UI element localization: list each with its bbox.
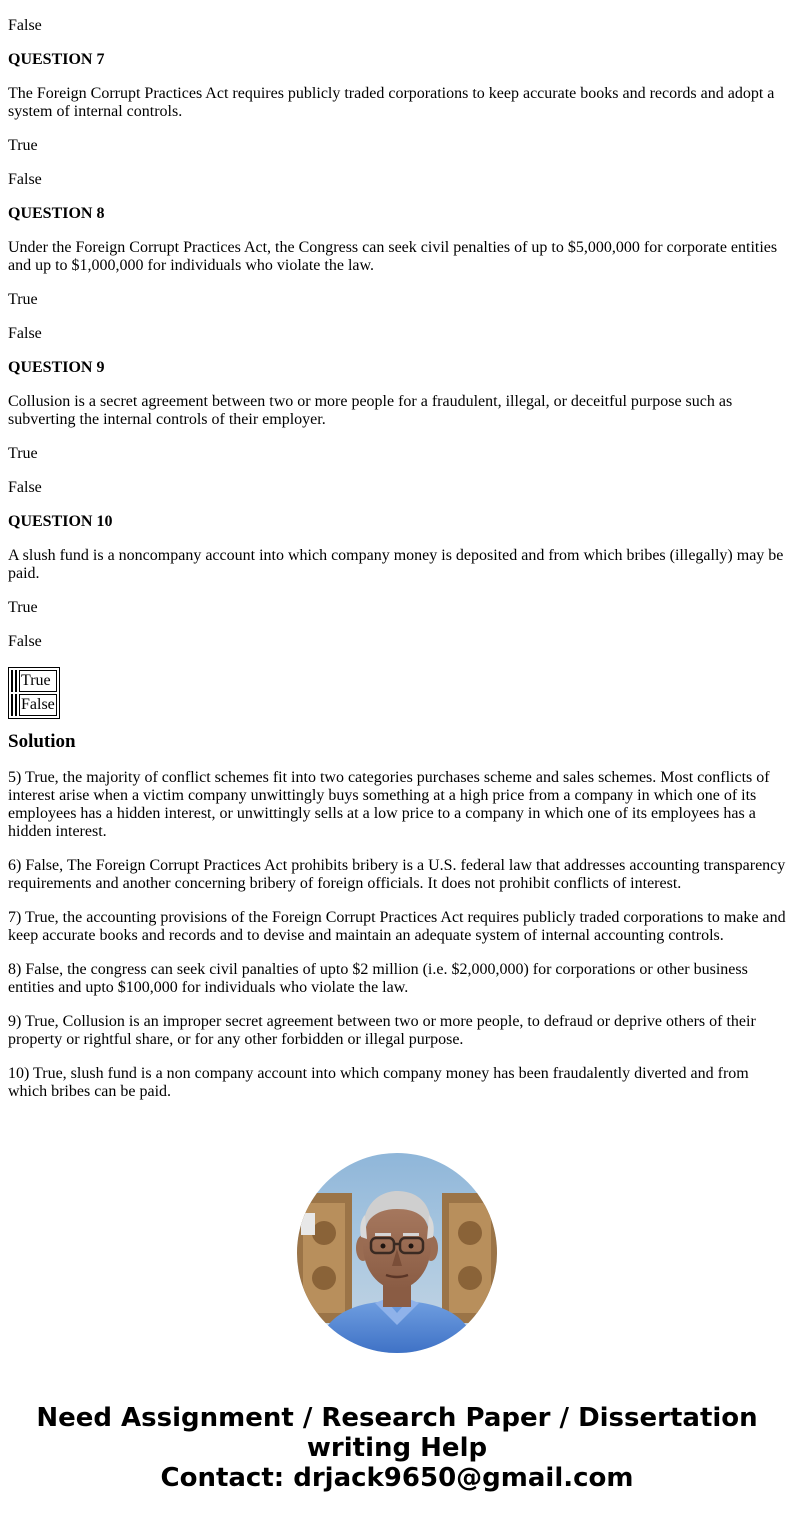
option-true: True — [8, 137, 38, 154]
solution-answer-6: 6) False, The Foreign Corrupt Practices Act prohibits bribery is a U.S. federal law that addresses accounting transparency requirements and another concerning bribery of foreign officials. It does not prohibit conflicts of interest. — [8, 857, 786, 892]
table-row — [11, 694, 57, 716]
question-title: QUESTION 7 — [8, 51, 105, 68]
footer-advertisement — [0, 1403, 794, 1493]
table-cell-empty — [15, 670, 17, 692]
option-true: True — [8, 445, 38, 462]
option-true: True — [8, 599, 38, 616]
option-false: False — [8, 17, 42, 34]
question-text: Collusion is a secret agreement between two or more people for a fraudulent, illegal, or deceitful purpose such as subverting the internal controls of their employer. — [8, 393, 733, 428]
solution-answer-5: 5) True, the majority of conflict schemes fit into two categories purchases scheme and sales schemes. Most conflicts of interest arise when a victim company unwittingly buys something at a high price from a company in which one of its employees has a hidden interest, or unwittingly sells at a low price to a company in which one of its employees has a hidden interest. — [8, 769, 770, 840]
question-title: QUESTION 9 — [8, 359, 105, 376]
option-false: False — [8, 171, 42, 188]
question-text: Under the Foreign Corrupt Practices Act, the Congress can seek civil penalties of up to $5,000,000 for corporate entities and up to $1,000,000 for individuals who violate the law. — [8, 239, 778, 274]
footer-line-1: Need Assignment / Research Paper / Dissertation — [36, 1403, 758, 1433]
footer-contact[interactable]: Contact: drjack9650@gmail.com — [160, 1463, 634, 1493]
question-8 — [8, 205, 788, 343]
question-9 — [8, 359, 788, 497]
table-row — [11, 670, 57, 692]
solution-heading: Solution — [8, 731, 76, 752]
solution-answer-7: 7) True, the accounting provisions of the Foreign Corrupt Practices Act requires publicly traded corporations to make and keep accurate books and records and to devise and maintain an adequate system of internal accounting controls. — [8, 909, 786, 944]
option-false: False — [8, 479, 42, 496]
option-false: False — [8, 633, 42, 650]
option-false: False — [8, 325, 42, 342]
table-cell-empty — [15, 694, 17, 716]
solution-answer-9: 9) True, Collusion is an improper secret agreement between two or more people, to defraud or deprive others of their property or rightful share, or for any other forbidden or illegal purpose. — [8, 1013, 756, 1048]
document-body — [8, 17, 788, 1117]
options-table — [8, 667, 60, 719]
table-cell-empty — [11, 694, 13, 716]
solution-answer-10: 10) True, slush fund is a non company account into which company money has been fraudalently diverted and from which bribes can be paid. — [8, 1065, 749, 1100]
question-10 — [8, 513, 788, 651]
question-title: QUESTION 10 — [8, 513, 113, 530]
footer-line-2: writing Help — [306, 1433, 488, 1463]
tutor-photo-illustration — [297, 1153, 497, 1353]
table-cell-true: True — [19, 670, 57, 692]
solution-answer-8: 8) False, the congress can seek civil panalties of upto $2 million (i.e. $2,000,000) for corporations or other business entities and upto $100,000 for individuals who violate the law. — [8, 961, 748, 996]
table-cell-empty — [11, 670, 13, 692]
question-text: A slush fund is a noncompany account into which company money is deposited and from which bribes (illegally) may be paid. — [8, 547, 784, 582]
question-7 — [8, 51, 788, 189]
question-title: QUESTION 8 — [8, 205, 105, 222]
table-cell-false: False — [19, 694, 57, 716]
option-true: True — [8, 291, 38, 308]
tutor-avatar — [297, 1153, 497, 1353]
question-text: The Foreign Corrupt Practices Act requires publicly traded corporations to keep accurate books and records and adopt a system of internal controls. — [8, 85, 775, 120]
